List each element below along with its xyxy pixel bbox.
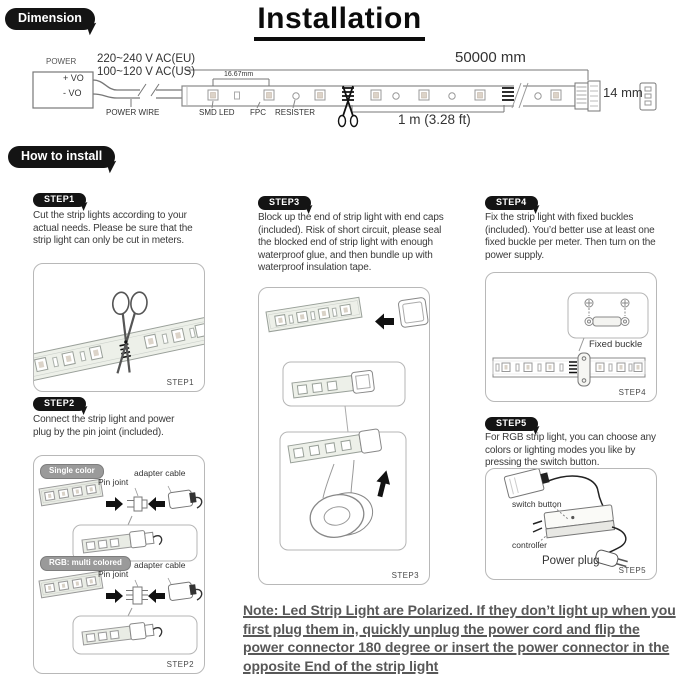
step4-badge — [485, 196, 538, 210]
how-to-install-badge-label: How to install — [21, 149, 103, 163]
power-wire-label: POWER WIRE — [106, 108, 160, 117]
step4-figure — [485, 272, 657, 402]
step4-buckle-illustration — [486, 273, 656, 401]
pin-joint-label: Pin joint — [98, 569, 129, 579]
strip-width-label: 14 mm — [603, 85, 643, 100]
step2-badge — [33, 397, 86, 411]
step3-figure — [258, 287, 430, 585]
single-color-pill: Single color — [40, 464, 104, 479]
voltage-eu-label: 220~240 V AC(EU) — [97, 53, 196, 65]
led-spacing-label: 16.67mm — [224, 71, 254, 78]
smd-led-label: SMD LED — [199, 108, 235, 117]
dimension-badge — [5, 8, 95, 30]
resister-label: RESISTER — [275, 108, 316, 117]
fpc-label: FPC — [250, 108, 266, 117]
page-title: Installation — [254, 2, 424, 41]
voltage-us-label: 100~120 V AC(US) — [97, 66, 196, 78]
step1-figure — [33, 263, 205, 392]
power-plug-label: Power plug — [542, 555, 600, 567]
step5-badge-label: STEP5 — [496, 418, 527, 428]
positive-terminal-label: + VO — [63, 73, 84, 83]
step1-badge — [33, 193, 86, 207]
step4-text: Fix the strip light with fixed buckles (included). You’d better use at least one fixed buckle per meter. Then turn on the power supply. — [485, 212, 656, 261]
controller-label: controller — [512, 540, 547, 550]
step3-figure-label: STEP3 — [391, 571, 419, 580]
step5-text: For RGB strip light, you can choose any colors or lighting modes you like by pressing the switch button. — [485, 432, 656, 468]
adapter-cable-label: adapter cable — [134, 468, 186, 478]
dimension-badge-label: Dimension — [18, 11, 82, 25]
fixed-buckle-label: Fixed buckle — [589, 339, 643, 350]
step2-figure — [33, 455, 205, 674]
adapter-cable-label: adapter cable — [134, 560, 186, 570]
step1-text: Cut the strip lights according to your actual needs. Please be sure that the strip light can only be cut in meters. — [33, 210, 193, 246]
negative-terminal-label: - VO — [63, 88, 82, 98]
step4-badge-label: STEP4 — [496, 197, 527, 207]
step1-cutting-illustration — [34, 264, 204, 391]
pin-joint-label: Pin joint — [98, 477, 129, 487]
cut-section-length-label: 1 m (3.28 ft) — [398, 112, 471, 127]
step5-figure — [485, 468, 657, 580]
dimension-diagram — [0, 46, 679, 146]
rgb-multi-colored-pill: RGB: multi colored — [40, 556, 131, 571]
step3-badge — [258, 196, 311, 210]
step3-badge-label: STEP3 — [269, 197, 300, 207]
step1-badge-label: STEP1 — [44, 194, 75, 204]
step1-figure-label: STEP1 — [166, 378, 194, 387]
step5-badge — [485, 417, 538, 431]
polarity-note: Note: Led Strip Light are Polarized. If they don’t light up when you first plug them in, quickly unplug the power cord and flip the power connector 180 degree or insert the power connector in the opposite End of the strip light — [243, 602, 676, 674]
step2-figure-label: STEP2 — [166, 660, 194, 669]
step2-text: Connect the strip light and power plug by the pin joint (included). — [33, 414, 175, 438]
power-box-label: POWER — [46, 57, 77, 66]
step3-text: Block up the end of strip light with end caps (included). Risk of short circuit, please seal the blocked end of strip light with enough waterproof glue, and then bundle up with waterproof insulation tape. — [258, 212, 444, 273]
how-to-install-badge — [8, 146, 115, 168]
title-wrap — [0, 2, 679, 41]
step5-figure-label: STEP5 — [618, 566, 646, 575]
step2-badge-label: STEP2 — [44, 398, 75, 408]
strip-length-label: 50000 mm — [455, 49, 526, 66]
step4-figure-label: STEP4 — [618, 388, 646, 397]
step3-endcap-illustration — [259, 288, 429, 584]
switch-button-label: switch button — [512, 499, 562, 509]
